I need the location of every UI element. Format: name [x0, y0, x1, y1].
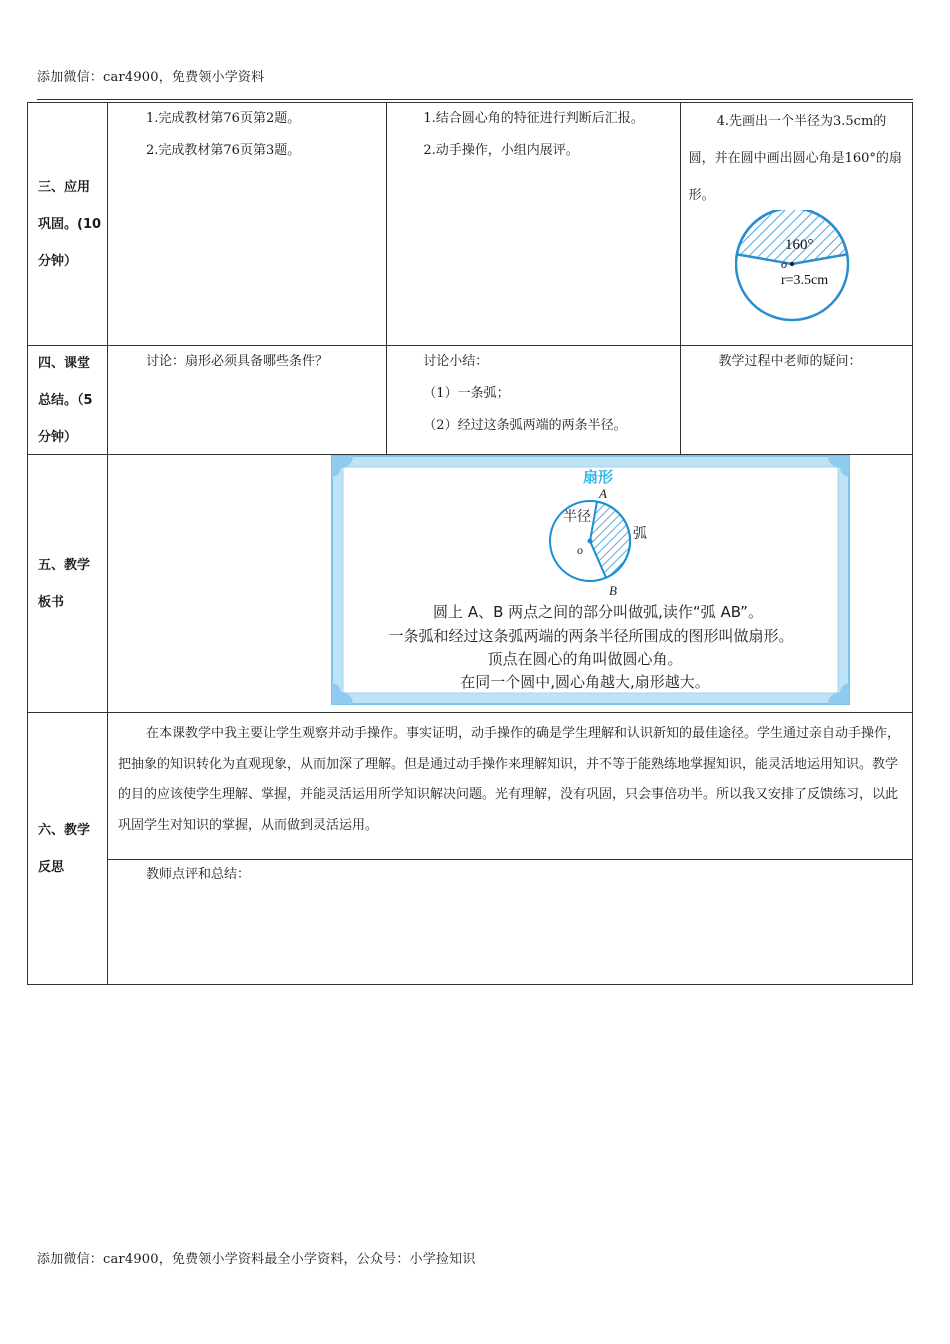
center-dot	[789, 262, 793, 266]
question-label: 教学过程中老师的疑问：	[718, 354, 862, 369]
row-application	[28, 103, 912, 345]
arc-label: 弧	[633, 526, 647, 542]
board-center-dot	[588, 539, 593, 544]
teacher-item: 2.完成教材第76页第3题。	[146, 143, 301, 158]
teacher-comment-label: 教师点评和总结：	[146, 867, 251, 882]
label-line: 六、教学	[38, 822, 91, 838]
student-item: 1.结合圆心角的特征进行判断后汇报。	[423, 111, 644, 126]
page-footer: 添加微信：car4900，免费领小学资料最全小学资料，公众号：小学捡知识	[37, 1252, 476, 1267]
label-line: 巩固。(10	[38, 216, 102, 232]
student-item: （2）经过这条弧两端的两条半径。	[423, 418, 627, 433]
student-item: 讨论小结：	[423, 354, 489, 369]
blackboard-design	[331, 455, 850, 705]
teacher-item: 1.完成教材第76页第2题。	[146, 111, 301, 126]
sector-exercise-figure	[735, 210, 865, 322]
row-label	[28, 346, 108, 454]
board-line: 圆上 A、B 两点之间的部分叫做弧,读作“弧 AB”。	[433, 603, 763, 621]
label-line: 总结。（5	[38, 392, 93, 408]
label-line: 五、教学	[38, 557, 91, 573]
label-line: 板书	[38, 594, 65, 610]
blackboard-cell	[108, 455, 912, 712]
angle-label: 160°	[784, 237, 814, 253]
row-label	[28, 455, 108, 712]
center-label: o	[780, 257, 787, 271]
header-divider	[37, 99, 913, 100]
student-item: 2.动手操作，小组内展评。	[423, 143, 579, 158]
student-activity	[387, 346, 680, 454]
exercise-text: 4.先画出一个半径为3.5cm的圆，并在圆中画出圆心角是160°的扇形。	[688, 114, 902, 203]
teacher-activity	[108, 346, 387, 454]
label-line: 分钟）	[38, 429, 78, 445]
student-activity	[387, 103, 680, 345]
label-line: 四、课堂	[38, 355, 91, 371]
exercise-note	[681, 103, 912, 345]
board-title: 扇形	[582, 468, 614, 486]
label-line: 反思	[38, 859, 65, 875]
teacher-question-note	[681, 346, 912, 454]
point-b-label: B	[609, 583, 617, 598]
reflection-cell	[108, 713, 912, 984]
page-header: 添加微信：car4900，免费领小学资料	[37, 70, 265, 85]
point-a-label: A	[599, 486, 607, 501]
center-o-label: o	[577, 543, 583, 557]
label-line: 三、应用	[38, 179, 91, 195]
board-line: 一条弧和经过这条弧两端的两条半径所围成的图形叫做扇形。	[388, 627, 794, 645]
radius-label: 半径	[563, 509, 591, 525]
row-summary	[28, 345, 912, 454]
row-reflection	[28, 712, 912, 984]
teacher-activity	[108, 103, 387, 345]
board-line: 在同一个圆中,圆心角越大,扇形越大。	[460, 673, 710, 691]
row-blackboard	[28, 454, 912, 712]
row-label	[28, 103, 108, 345]
reflection-text: 在本课教学中我主要让学生观察并动手操作。事实证明，动手操作的确是学生理解和认识新知的最佳途径。学生通过亲自动手操作，把抽象的知识转化为直观现象，从而加深了理解。但是通过动手操作来理解知识，并不等于能熟练地掌握知识，能灵活地运用知识。教学的目的应该使学生理解、掌握，并能灵活运用所学知识解决问题。光有理解，没有巩固，只会事倍功半。所以我又安排了反馈练习，以此巩固学生对知识的掌握，从而做到灵活运用。	[108, 713, 912, 860]
label-line: 分钟）	[38, 253, 78, 269]
student-item: （1）一条弧；	[423, 386, 510, 401]
lesson-table	[27, 102, 913, 985]
radius-label: r=3.5cm	[780, 273, 828, 288]
teacher-item: 讨论：扇形必须具备哪些条件？	[146, 354, 329, 369]
board-line: 顶点在圆心的角叫做圆心角。	[487, 650, 683, 668]
row-label	[28, 713, 108, 984]
